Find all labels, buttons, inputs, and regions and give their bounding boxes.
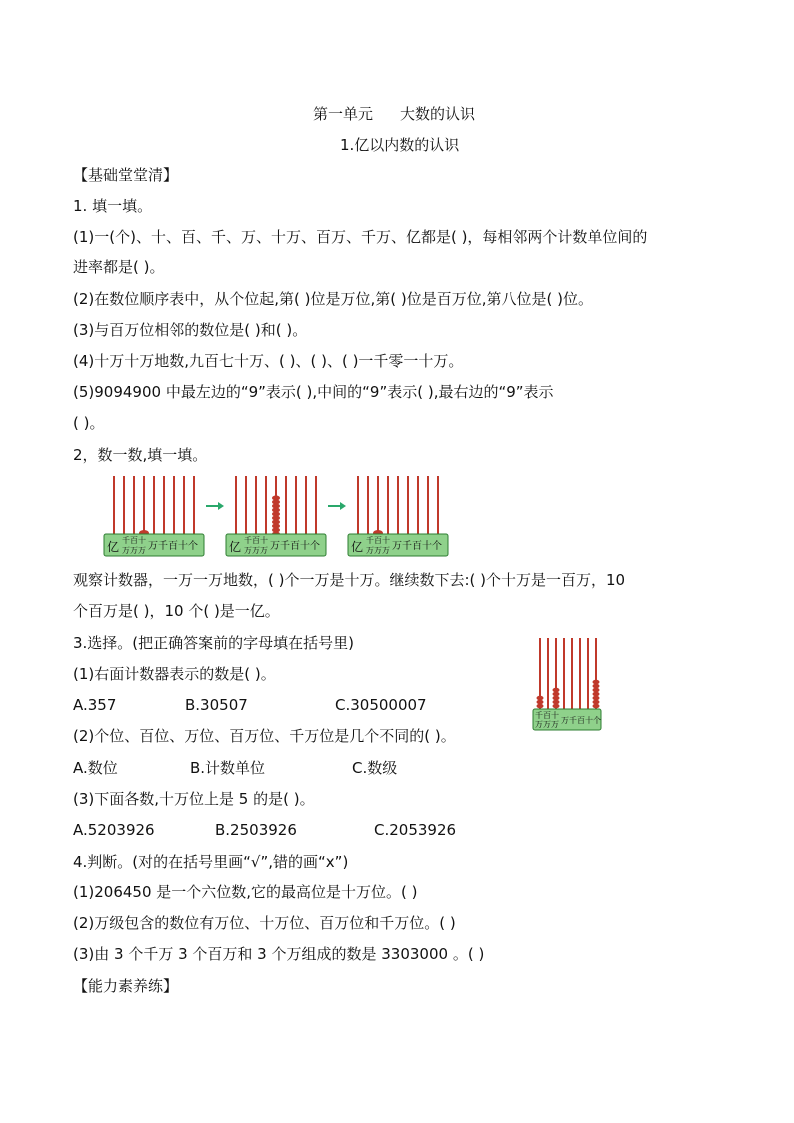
svg-text:万万万: 万万万 xyxy=(535,720,559,729)
q4-item-1: (1)206450 是一个六位数,它的最高位是十万位。( ) xyxy=(73,883,418,901)
q3-sub-1: (1)右面计数器表示的数是( )。 xyxy=(73,665,276,683)
q4-item-3: (3)由 3 个千万 3 个百万和 3 个万组成的数是 3303000 。( ) xyxy=(73,945,485,963)
svg-text:万千百十个: 万千百十个 xyxy=(148,541,198,552)
q1-item-4: (4)十万十万地数,九百七十万、( )、( )、( )一千零一十万。 xyxy=(73,352,464,370)
svg-text:万万万: 万万万 xyxy=(122,546,146,555)
svg-text:万千百十个: 万千百十个 xyxy=(270,541,320,552)
abacus-counter-1 xyxy=(104,476,204,556)
abacus-counter-2 xyxy=(226,476,326,556)
arrow-icon xyxy=(328,502,346,510)
abacus-small-figure xyxy=(531,634,603,732)
section-basic-heading: 【基础堂堂清】 xyxy=(73,166,179,184)
svg-text:万千百十个: 万千百十个 xyxy=(392,541,442,552)
arrow-icon xyxy=(206,502,224,510)
q3-sub-2-opt-a: A.数位 xyxy=(73,759,118,777)
q3-sub-3-opt-b: B.2503926 xyxy=(215,821,297,839)
q3-sub-3-opt-c: C.2053926 xyxy=(374,821,457,839)
abacus-label-yi: 亿 xyxy=(107,540,120,554)
section-ability-heading: 【能力素养练】 xyxy=(73,977,179,995)
q3-sub-2-opt-b: B.计数单位 xyxy=(190,759,266,777)
q3-title: 3.选择。(把正确答案前的字母填在括号里) xyxy=(73,634,355,652)
q1-item-5: (5)9094900 中最左边的“9”表示( ),中间的“9”表示( ),最右边的“9”表示 xyxy=(73,383,554,401)
svg-text:亿: 亿 xyxy=(229,540,242,554)
q1-item-1-cont: 进率都是( )。 xyxy=(73,258,165,276)
q1-item-1: (1)一(个)、十、百、千、万、十万、百万、千万、亿都是( )，每相邻两个计数单位间的 xyxy=(73,228,648,246)
q1-item-3: (3)与百万位相邻的数位是( )和( )。 xyxy=(73,321,308,339)
unit-label: 第一单元 xyxy=(313,105,374,123)
abacus-sequence-figure xyxy=(100,470,452,562)
lesson-title: 1.亿以内数的认识 xyxy=(340,136,460,154)
unit-title: 大数的认识 xyxy=(400,105,476,123)
q2-line-2: 个百万是( )，10 个( )是一亿。 xyxy=(73,602,280,620)
q3-sub-3: (3)下面各数,十万位上是 5 的是( )。 xyxy=(73,790,315,808)
abacus-counter-3 xyxy=(348,476,448,556)
svg-text:万万万: 万万万 xyxy=(366,546,390,555)
q3-sub-3-opt-a: A.5203926 xyxy=(73,821,155,839)
q3-sub-1-opt-b: B.30507 xyxy=(185,696,248,714)
q3-sub-2-opt-c: C.数级 xyxy=(352,759,398,777)
q1-item-5-cont: ( )。 xyxy=(73,414,105,432)
svg-text:千百十: 千百十 xyxy=(244,536,268,545)
svg-text:千百十: 千百十 xyxy=(535,711,559,720)
svg-text:千百十: 千百十 xyxy=(122,536,146,545)
q4-title: 4.判断。(对的在括号里画“√”,错的画“x”) xyxy=(73,853,349,871)
q3-sub-1-opt-c: C.30500007 xyxy=(335,696,427,714)
q2-title: 2，数一数,填一填。 xyxy=(73,446,208,464)
q1-title: 1. 填一填。 xyxy=(73,197,153,215)
q1-item-2: (2)在数位顺序表中，从个位起,第( )位是万位,第( )位是百万位,第八位是( )位。 xyxy=(73,290,593,308)
svg-text:亿: 亿 xyxy=(351,540,364,554)
svg-text:千百十: 千百十 xyxy=(366,536,390,545)
q2-line-1: 观察计数器，一万一万地数，( )个一万是十万。继续数下去:( )个十万是一百万，10 xyxy=(73,571,626,589)
svg-text:万万万: 万万万 xyxy=(244,546,268,555)
q3-sub-1-opt-a: A.357 xyxy=(73,696,117,714)
q4-item-2: (2)万级包含的数位有万位、十万位、百万位和千万位。( ) xyxy=(73,914,456,932)
svg-text:万千百十个: 万千百十个 xyxy=(561,716,601,725)
q3-sub-2: (2)个位、百位、万位、百万位、千万位是几个不同的( )。 xyxy=(73,727,456,745)
